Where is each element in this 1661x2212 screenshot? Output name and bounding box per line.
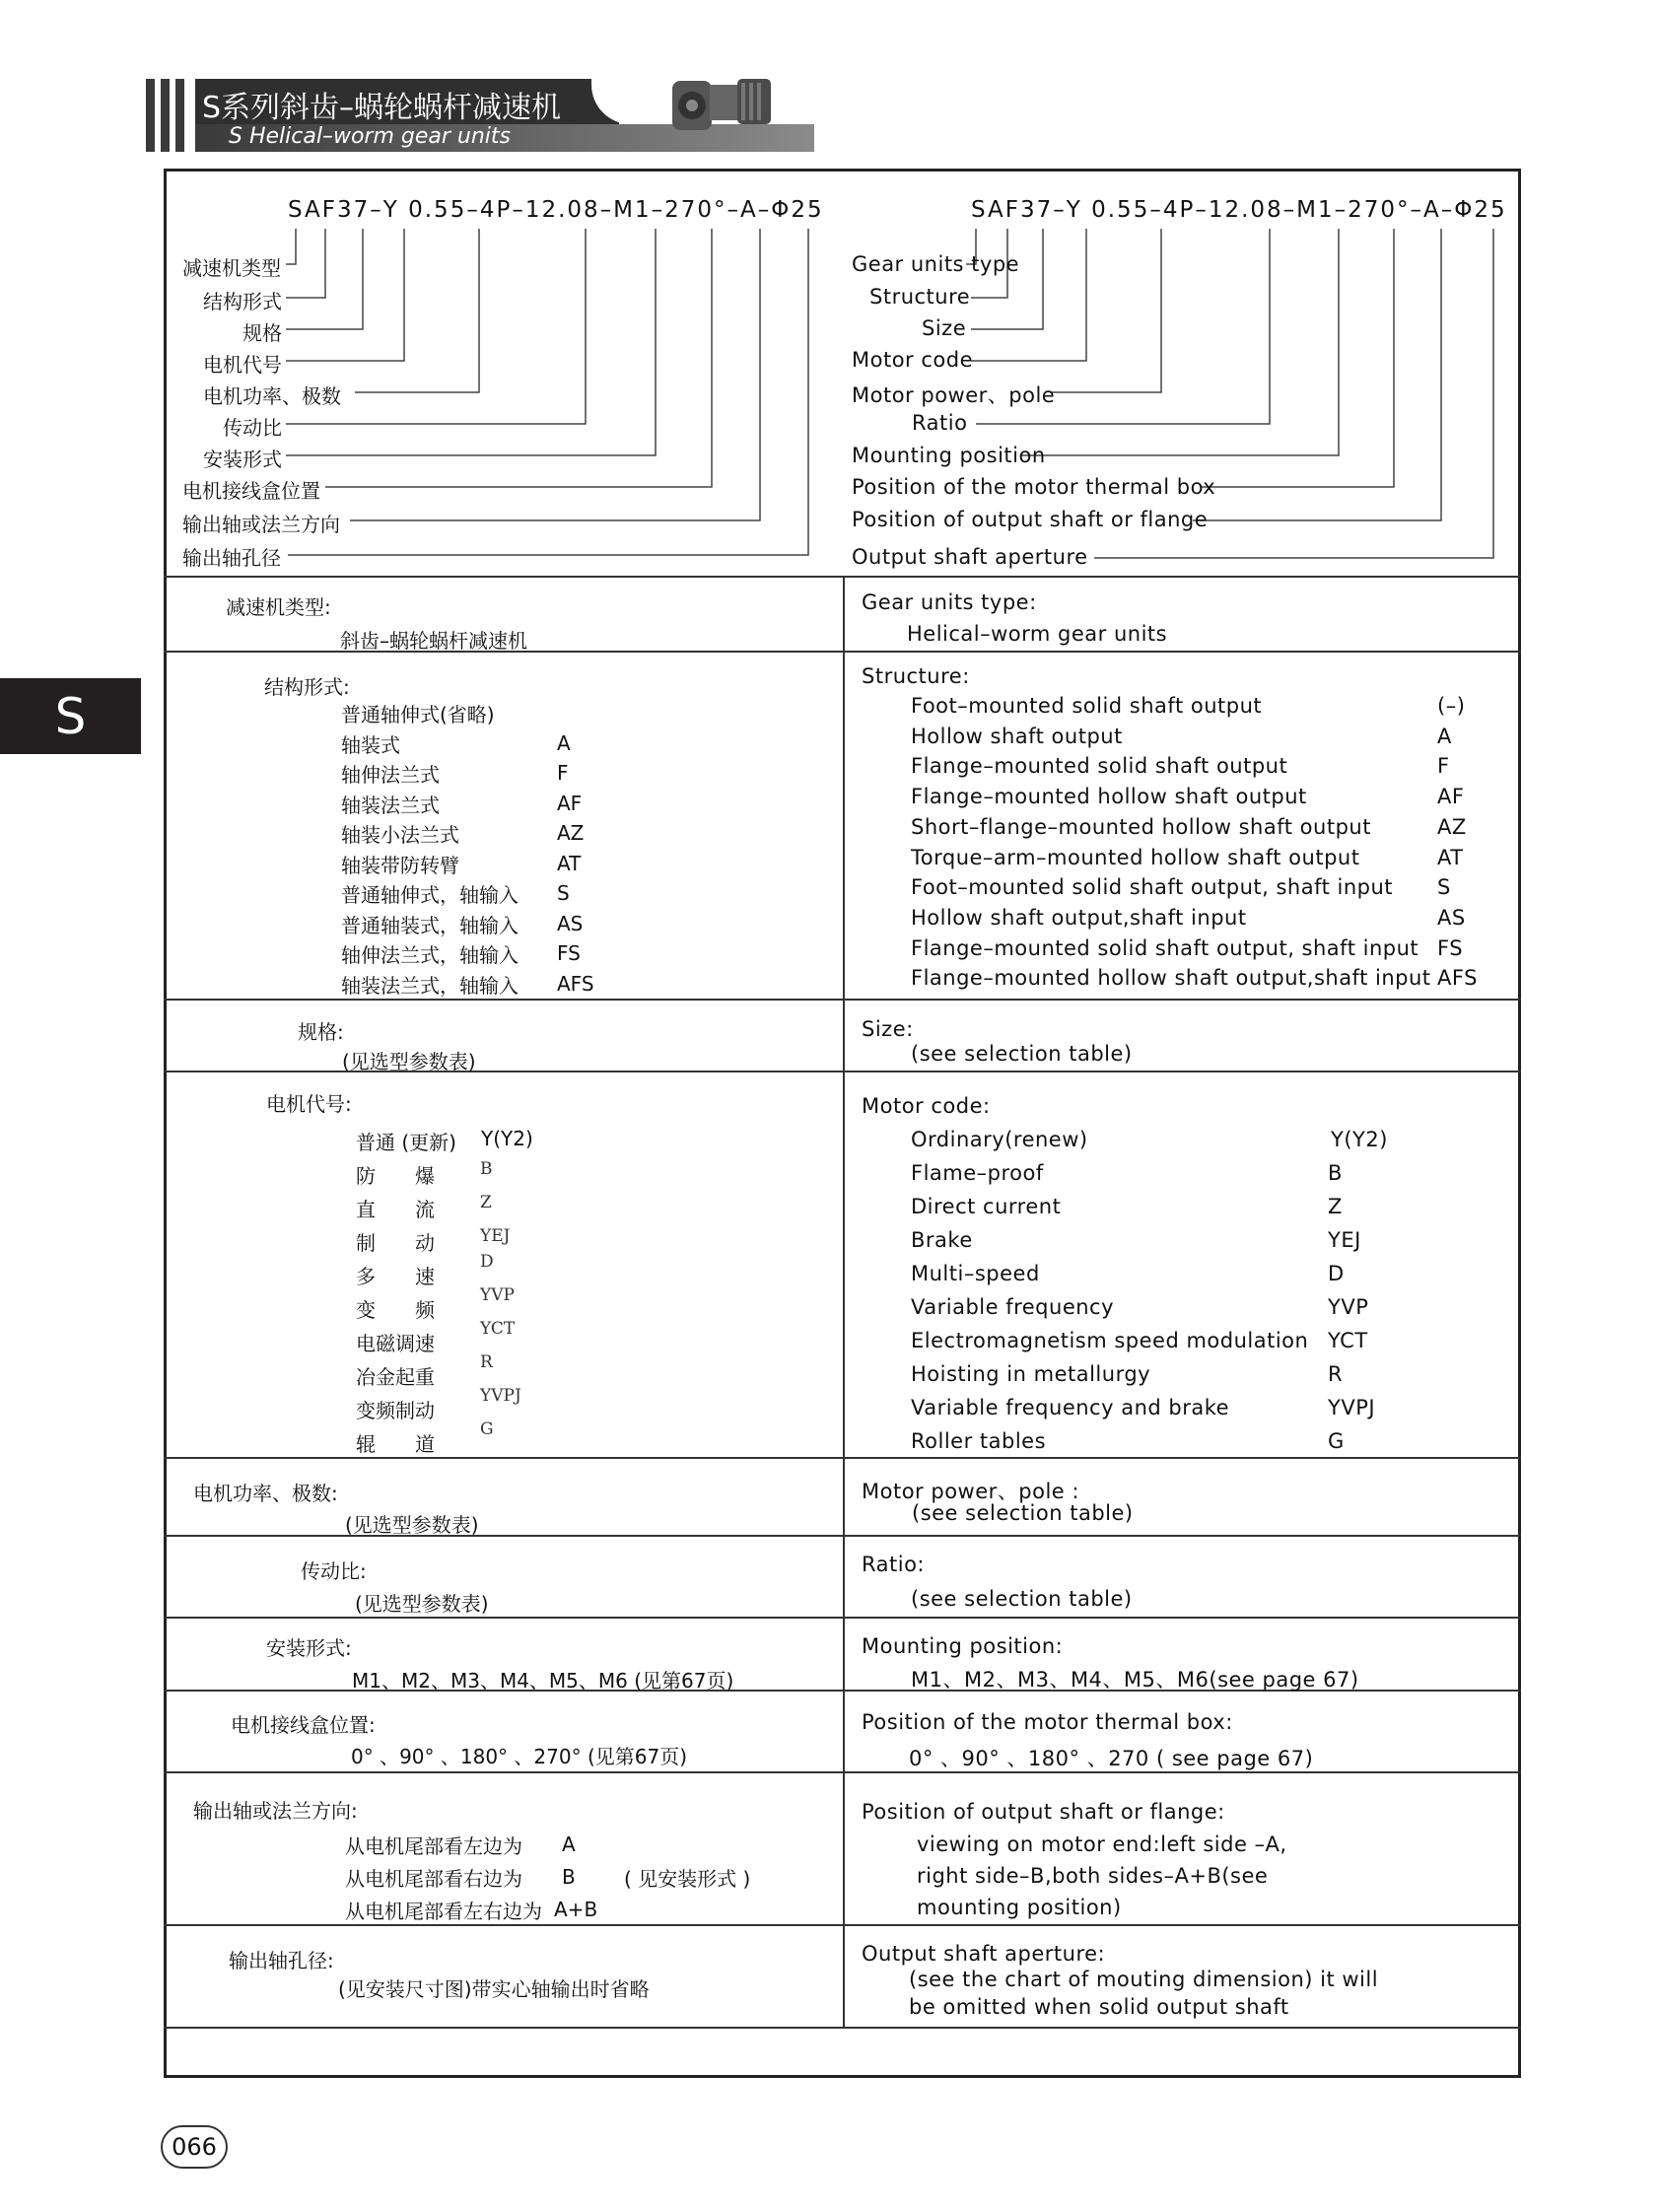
designation-label-en: Gear units type <box>852 252 1020 276</box>
output-direction-code-zh: A+B <box>554 1898 598 1921</box>
structure-item-zh: 轴伸法兰式，轴输入 <box>341 943 519 967</box>
structure-code-zh: F <box>557 761 569 785</box>
designation-label-en: Output shaft aperture <box>852 545 1088 569</box>
motor-power-title-zh: 电机功率、极数: <box>193 1482 338 1505</box>
designation-label-zh: 结构形式 <box>203 290 282 313</box>
motor-code-item-zh: 冶金起重 <box>356 1365 435 1389</box>
structure-item-zh: 轴装法兰式，轴输入 <box>341 973 519 998</box>
motor-power-title-en: Motor power、pole : <box>862 1480 1079 1503</box>
designation-label-zh: 电机接线盒位置 <box>182 479 320 503</box>
structure-code-en: F <box>1437 754 1450 779</box>
motor-code-item-zh: 多 速 <box>356 1265 435 1288</box>
motor-code-item-zh: 防 爆 <box>356 1164 435 1188</box>
output-direction-note-zh: ( 见安装形式 ) <box>624 1867 751 1891</box>
motor-code-value-zh: B <box>480 1159 493 1179</box>
structure-code-zh: AZ <box>557 821 585 845</box>
motor-code-item-en: Variable frequency and brake <box>911 1396 1230 1419</box>
structure-code-en: S <box>1437 875 1451 900</box>
motor-code-item-en: Variable frequency <box>911 1295 1115 1319</box>
motor-code-item-zh: 电磁调速 <box>356 1332 435 1355</box>
structure-item-zh: 普通轴装式，轴输入 <box>341 913 519 937</box>
output-direction-line-en: mounting position) <box>917 1896 1122 1919</box>
ratio-value-en: (see selection table) <box>911 1587 1133 1611</box>
thermal-box-title-zh: 电机接线盒位置: <box>231 1713 376 1737</box>
output-direction-item-zh: 从电机尾部看右边为 <box>345 1867 522 1891</box>
motor-code-item-en: Roller tables <box>911 1429 1047 1453</box>
structure-code-zh: FS <box>557 941 581 965</box>
structure-item-zh: 普通轴伸式，轴输入 <box>341 883 519 907</box>
structure-code-en: FS <box>1437 935 1464 960</box>
section-tab: S <box>0 678 141 754</box>
motor-code-value-en: G <box>1328 1429 1345 1453</box>
designation-code-en: SAF37–Y 0.55–4P–12.08–M1–270°–A–Φ25 <box>971 197 1507 223</box>
output-direction-code-zh: B <box>562 1865 576 1889</box>
motor-code-item-en: Multi–speed <box>911 1262 1040 1285</box>
designation-label-en: Motor power、pole <box>852 383 1056 407</box>
aperture-line-en: (see the chart of mouting dimension) it will <box>909 1968 1379 1991</box>
motor-code-value-zh: YEJ <box>480 1226 511 1246</box>
gear-type-value-zh: 斜齿–蜗轮蜗杆减速机 <box>340 629 527 653</box>
structure-code-en: (–) <box>1437 694 1466 718</box>
thermal-box-title-en: Position of the motor thermal box: <box>862 1710 1233 1734</box>
motor-code-value-en: YVP <box>1328 1295 1369 1319</box>
structure-code-en: AT <box>1437 845 1464 869</box>
designation-label-en: Mounting position <box>852 444 1046 467</box>
output-direction-line-en: right side–B,both sides–A+B(see <box>917 1864 1269 1888</box>
aperture-value-zh: (见安装尺寸图)带实心轴输出时省略 <box>338 1977 650 2001</box>
size-title-en: Size: <box>862 1017 914 1041</box>
motor-code-value-zh: YVP <box>480 1285 515 1305</box>
structure-title-zh: 结构形式: <box>264 675 350 699</box>
motor-code-item-zh: 辊 道 <box>356 1432 435 1456</box>
motor-code-value-en: B <box>1328 1161 1343 1185</box>
motor-code-value-en: Z <box>1328 1195 1343 1218</box>
structure-item-zh: 轴装式 <box>341 732 400 757</box>
motor-code-item-en: Hoisting in metallurgy <box>911 1362 1151 1386</box>
header-subtitle: S Helical–worm gear units <box>229 124 511 149</box>
structure-item-en: Flange–mounted hollow shaft output,shaft input <box>911 966 1431 991</box>
motor-code-item-zh: 直 流 <box>356 1198 435 1221</box>
gear-type-value-en: Helical–worm gear units <box>907 622 1168 646</box>
size-title-zh: 规格: <box>298 1020 344 1044</box>
designation-label-zh: 输出轴或法兰方向 <box>182 513 340 536</box>
structure-item-en: Flange–mounted hollow shaft output <box>911 785 1307 809</box>
motor-code-item-zh: 制 动 <box>356 1231 435 1255</box>
structure-item-en: Foot–mounted solid shaft output <box>911 694 1263 718</box>
mounting-title-zh: 安装形式: <box>266 1636 352 1660</box>
structure-item-en: Hollow shaft output <box>911 724 1123 748</box>
designation-label-en: Size <box>922 316 967 340</box>
designation-label-zh: 输出轴孔径 <box>182 546 281 570</box>
structure-item-en: Foot–mounted solid shaft output, shaft input <box>911 875 1394 900</box>
motor-power-value-en: (see selection table) <box>912 1501 1134 1525</box>
motor-code-value-en: R <box>1328 1362 1344 1386</box>
thermal-box-value-en: 0° 、90° 、180° 、270 ( see page 67) <box>909 1747 1314 1770</box>
motor-code-value-zh: YCT <box>480 1319 516 1339</box>
structure-code-en: AF <box>1437 785 1465 809</box>
motor-code-item-en: Flame–proof <box>911 1161 1044 1185</box>
aperture-title-en: Output shaft aperture: <box>862 1942 1106 1966</box>
motor-code-item-zh: 变 频 <box>356 1298 435 1322</box>
header-title: S系列斜齿–蜗轮蜗杆减速机 <box>202 91 562 125</box>
row-divider <box>164 2027 1521 2029</box>
structure-code-zh: AT <box>557 851 582 875</box>
structure-item-en: Short–flange–mounted hollow shaft output <box>911 814 1371 839</box>
designation-label-en: Structure <box>869 285 971 309</box>
motor-code-value-en: D <box>1328 1262 1345 1285</box>
structure-code-en: A <box>1437 724 1452 748</box>
structure-item-en: Flange–mounted solid shaft output <box>911 754 1288 779</box>
size-value-zh: (见选型参数表) <box>342 1050 476 1073</box>
output-direction-item-zh: 从电机尾部看左右边为 <box>345 1900 542 1923</box>
motor-code-value-zh: D <box>480 1252 494 1272</box>
page-number: 066 <box>161 2125 228 2169</box>
motor-code-item-en: Ordinary(renew) <box>911 1128 1088 1151</box>
structure-code-zh: A <box>557 730 571 755</box>
column-divider <box>843 576 845 2027</box>
designation-label-zh: 电机功率、极数 <box>203 384 341 408</box>
mounting-value-zh: M1、M2、M3、M4、M5、M6 (见第67页) <box>352 1669 734 1693</box>
output-direction-title-en: Position of output shaft or flange: <box>862 1800 1225 1824</box>
motor-power-value-zh: (见选型参数表) <box>345 1513 479 1537</box>
motor-code-value-zh: R <box>480 1352 493 1372</box>
motor-code-item-zh: 变频制动 <box>356 1399 435 1422</box>
designation-label-en: Ratio <box>912 411 968 435</box>
structure-code-zh: AS <box>557 911 584 935</box>
motor-code-value-zh: YVPJ <box>480 1386 521 1406</box>
thermal-box-value-zh: 0° 、90° 、180° 、270° (见第67页) <box>351 1745 688 1768</box>
aperture-title-zh: 输出轴孔径: <box>229 1949 334 1972</box>
motor-code-title-zh: 电机代号: <box>266 1092 352 1116</box>
structure-code-zh: AF <box>557 791 583 815</box>
motor-code-item-en: Electromagnetism speed modulation <box>911 1329 1309 1352</box>
structure-item-zh: 普通轴伸式(省略) <box>341 703 495 726</box>
motor-code-item-zh: 普通 (更新) <box>356 1131 456 1154</box>
structure-item-zh: 轴装法兰式 <box>341 793 440 817</box>
structure-item-en: Hollow shaft output,shaft input <box>911 905 1247 930</box>
structure-item-en: Flange–mounted solid shaft output, shaft input <box>911 935 1419 960</box>
structure-code-en: AS <box>1437 905 1466 930</box>
gear-type-title-en: Gear units type: <box>862 590 1037 614</box>
mounting-value-en: M1、M2、M3、M4、M5、M6(see page 67) <box>911 1668 1359 1692</box>
structure-code-zh: S <box>557 881 570 905</box>
motor-code-value-zh: Z <box>480 1193 492 1212</box>
designation-label-zh: 规格 <box>242 321 282 345</box>
structure-code-en: AFS <box>1437 966 1478 991</box>
designation-label-en: Position of output shaft or flange <box>852 508 1209 531</box>
structure-item-zh: 轴装小法兰式 <box>341 823 459 847</box>
motor-code-item-en: Brake <box>911 1228 973 1252</box>
structure-item-en: Torque–arm–mounted hollow shaft output <box>911 845 1360 869</box>
motor-code-value-zh: G <box>480 1419 494 1439</box>
structure-code-en: AZ <box>1437 814 1467 839</box>
motor-code-item-en: Direct current <box>911 1195 1062 1218</box>
motor-code-value-en: YCT <box>1328 1329 1368 1352</box>
designation-label-en: Motor code <box>852 348 974 372</box>
output-direction-code-zh: A <box>562 1832 576 1856</box>
designation-code-zh: SAF37–Y 0.55–4P–12.08–M1–270°–A–Φ25 <box>288 197 824 223</box>
ratio-title-en: Ratio: <box>862 1553 925 1576</box>
output-direction-line-en: viewing on motor end:left side –A, <box>917 1832 1287 1856</box>
output-direction-item-zh: 从电机尾部看左边为 <box>345 1834 522 1858</box>
designation-label-zh: 电机代号 <box>203 353 282 377</box>
ratio-title-zh: 传动比: <box>301 1559 367 1583</box>
structure-code-zh: AFS <box>557 971 594 996</box>
motor-code-value-zh: Y(Y2) <box>481 1127 533 1150</box>
structure-item-zh: 轴伸法兰式 <box>341 763 440 787</box>
designation-label-zh: 安装形式 <box>203 448 282 471</box>
mounting-title-en: Mounting position: <box>862 1634 1064 1658</box>
motor-code-value-en: YVPJ <box>1328 1396 1376 1419</box>
motor-code-value-en: YEJ <box>1328 1228 1361 1252</box>
ratio-value-zh: (见选型参数表) <box>355 1592 489 1616</box>
designation-label-zh: 传动比 <box>223 416 282 440</box>
output-direction-title-zh: 输出轴或法兰方向: <box>193 1799 358 1823</box>
aperture-line-en: be omitted when solid output shaft <box>909 1995 1289 2019</box>
gear-type-title-zh: 减速机类型: <box>226 595 331 619</box>
structure-title-en: Structure: <box>862 664 970 688</box>
motor-code-title-en: Motor code: <box>862 1094 991 1118</box>
structure-item-zh: 轴装带防转臂 <box>341 853 459 877</box>
designation-label-zh: 减速机类型 <box>182 256 281 280</box>
designation-label-en: Position of the motor thermal box <box>852 475 1216 499</box>
motor-code-value-en: Y(Y2) <box>1331 1128 1388 1151</box>
size-value-en: (see selection table) <box>911 1042 1133 1066</box>
